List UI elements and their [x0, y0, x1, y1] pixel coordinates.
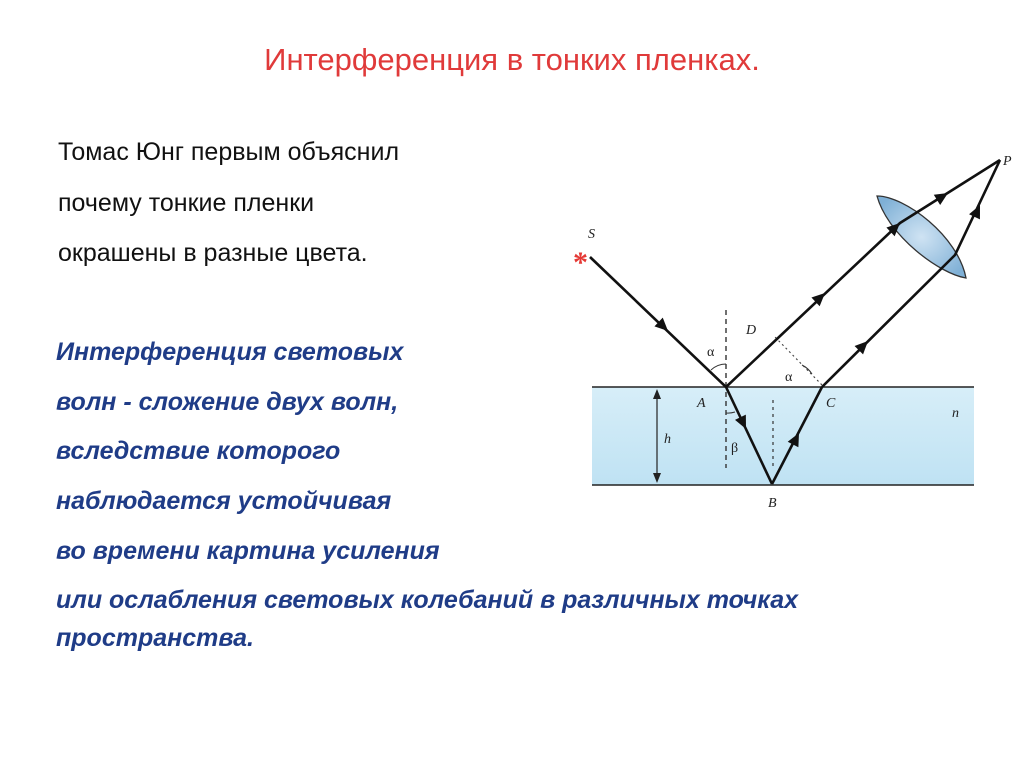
definition-line-2: волн - сложение двух волн, — [56, 388, 399, 416]
definition-line-7: пространства. — [56, 624, 254, 652]
label-beta: β — [731, 441, 739, 456]
source-marker: * — [573, 246, 588, 279]
definition-line-4: наблюдается устойчивая — [56, 487, 392, 515]
perpendicular-c-to-d — [774, 336, 822, 385]
emerging-ray-c — [822, 160, 1000, 387]
arrowhead-lens-out-top — [934, 188, 951, 205]
definition-line-3: вследствие которого — [56, 437, 341, 465]
incident-ray — [590, 257, 726, 387]
thin-film-layer — [592, 387, 974, 485]
label-point-c: C — [826, 396, 836, 411]
label-alpha-right: α — [785, 370, 793, 385]
definition-line-1: Интерференция световых — [56, 338, 404, 366]
label-source: S — [588, 227, 595, 242]
label-thickness: h — [664, 432, 671, 447]
label-point-a: A — [697, 396, 706, 411]
label-alpha-left: α — [707, 345, 715, 360]
label-point-b: B — [768, 496, 777, 511]
definition-line-5: во времени картина усиления — [56, 537, 440, 565]
intro-line-3: окрашены в разные цвета. — [58, 239, 368, 267]
intro-line-1: Томас Юнг первым объяснил — [58, 138, 400, 166]
intro-line-2: почему тонкие пленки — [58, 189, 315, 217]
slide-title: Интерференция в тонких пленках. — [264, 42, 760, 77]
definition-line-6: или ослабления световых колебаний в различных точках — [56, 586, 799, 614]
label-point-d: D — [746, 323, 757, 338]
label-screen-point: P — [1003, 154, 1012, 169]
label-refractive-index: n — [952, 406, 959, 421]
alpha-arc-left — [711, 364, 726, 370]
